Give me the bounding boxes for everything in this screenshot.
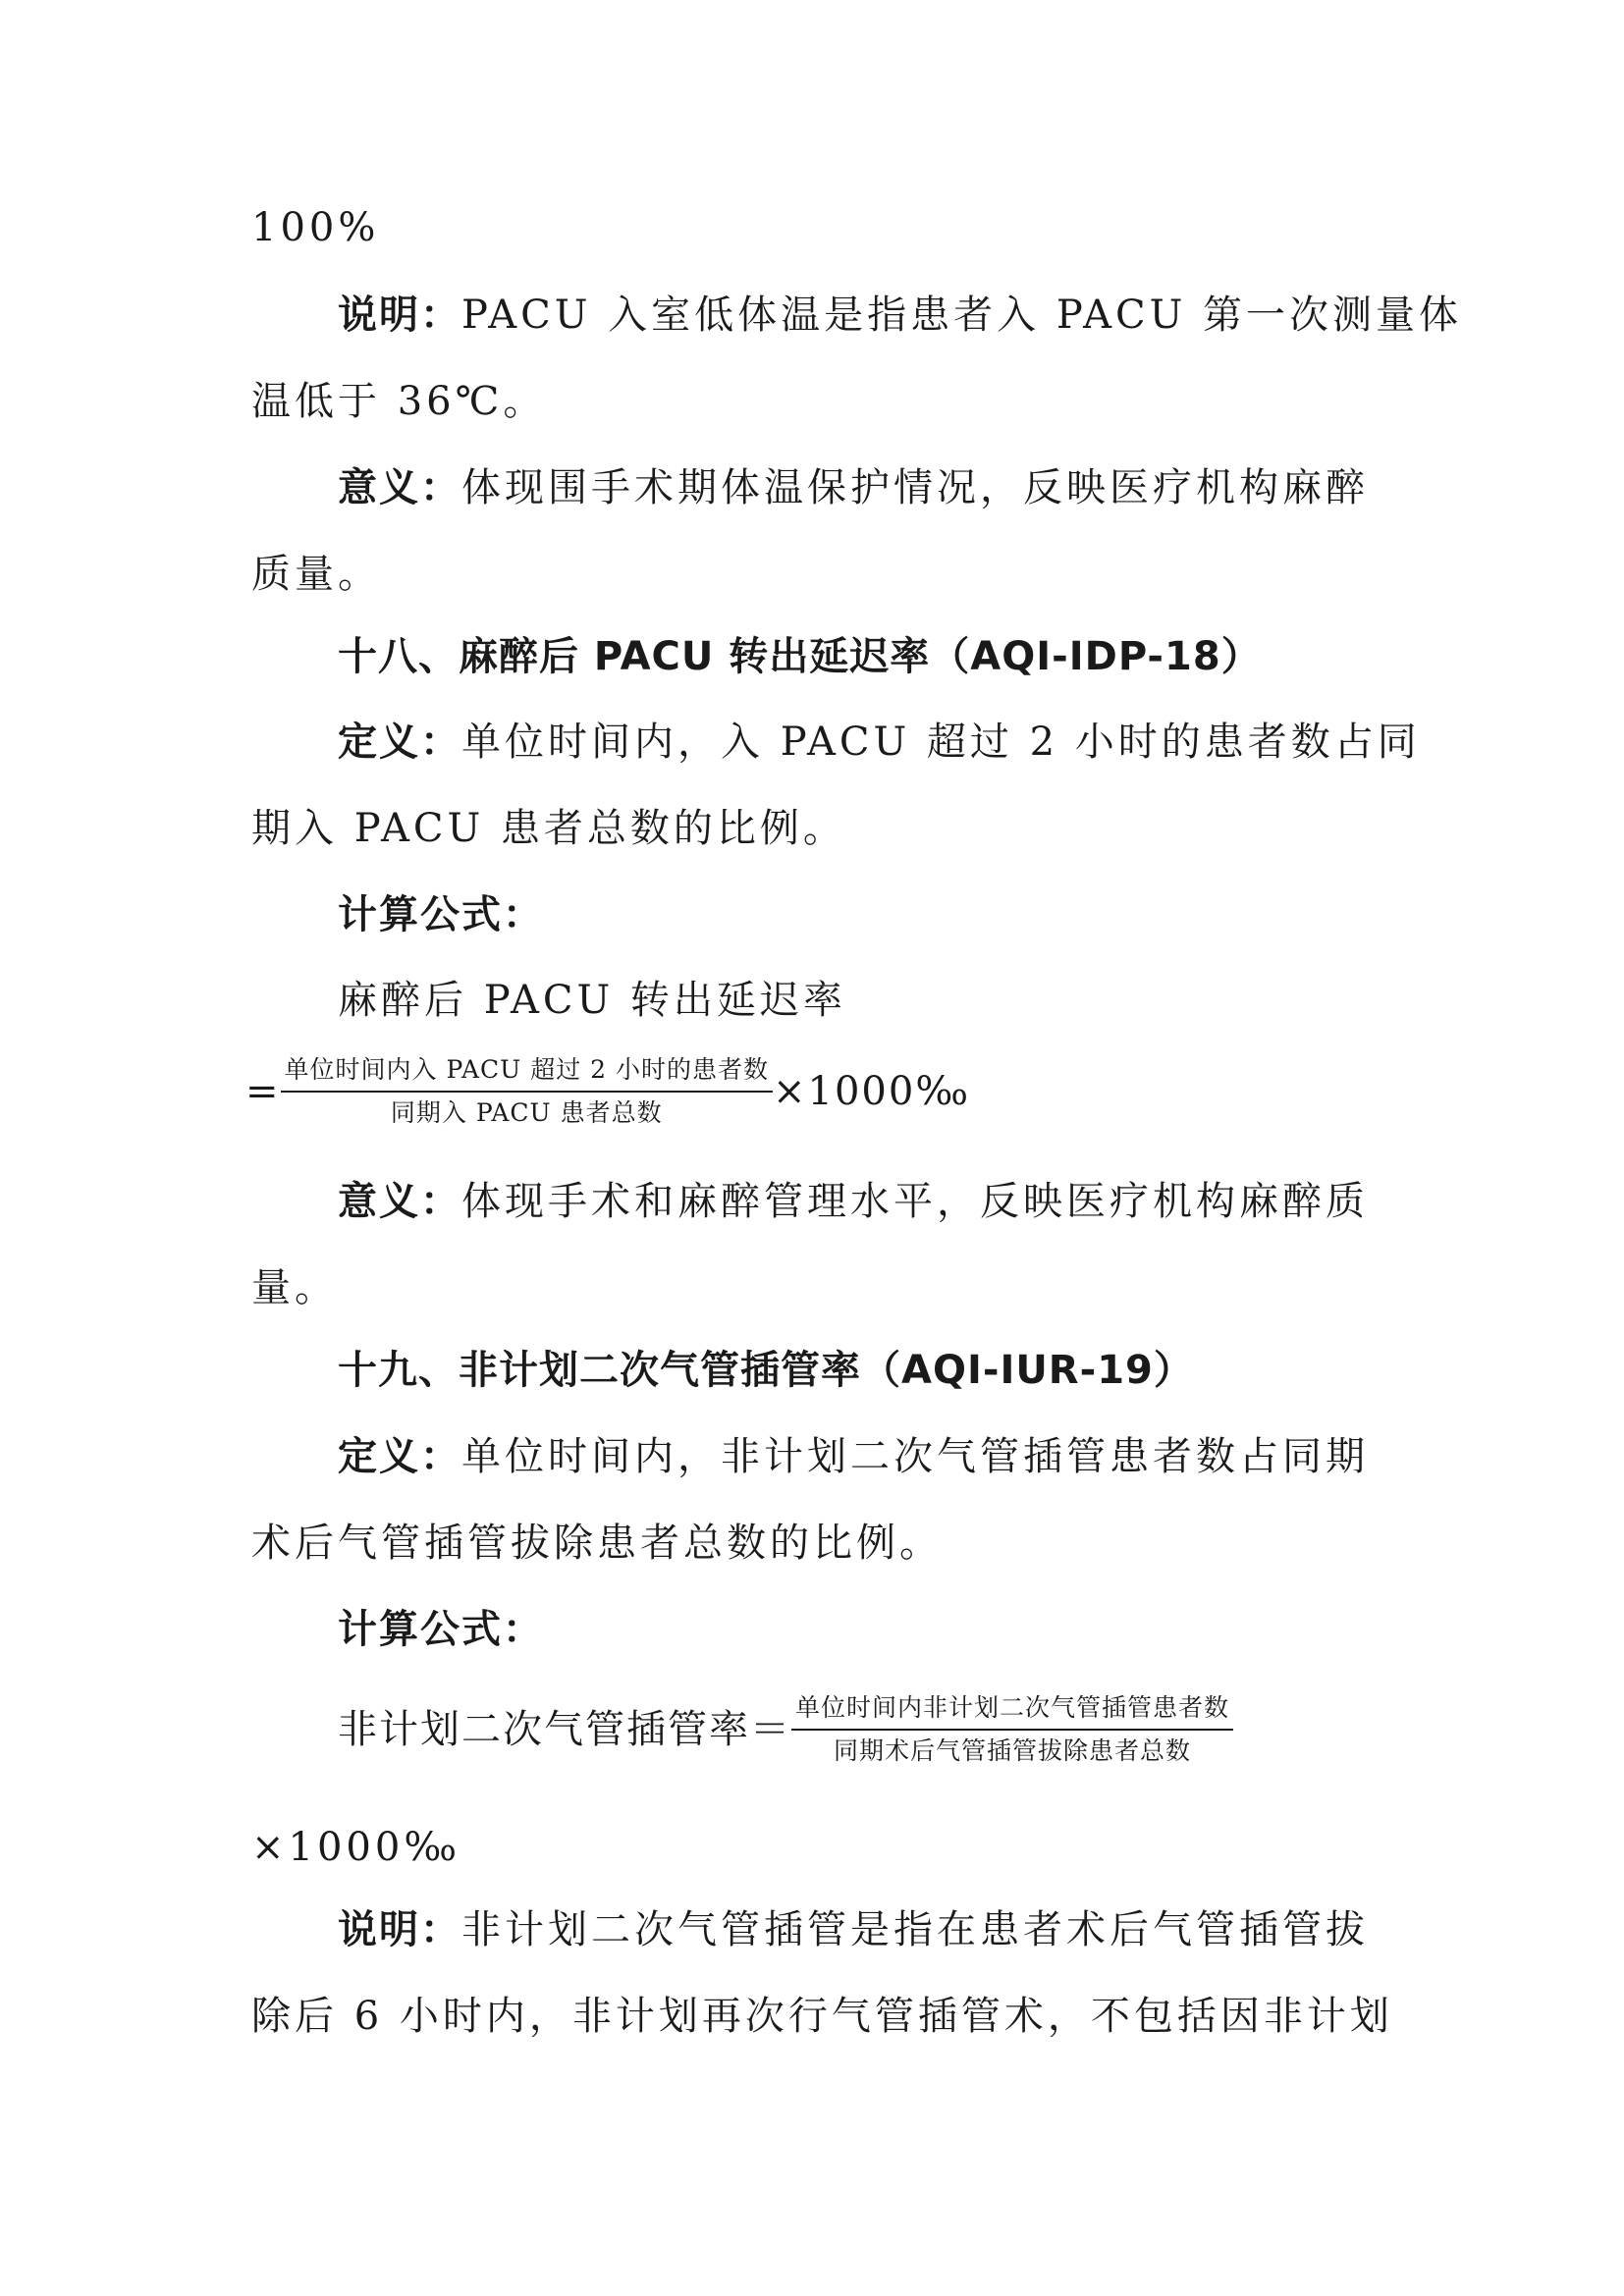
fraction-numerator: 单位时间内入 PACU 超过 2 小时的患者数 <box>281 1052 773 1093</box>
definition-text: 单位时间内，非计划二次气管插管患者数占同期 <box>461 1434 1369 1479</box>
formula-18 <box>245 1052 1384 1131</box>
note-label: 说明： <box>338 293 461 338</box>
formula-label: 计算公式： <box>338 892 544 937</box>
paragraph-note <box>338 290 1477 341</box>
fraction-denominator: 同期术后气管插管拔除患者总数 <box>834 1736 1192 1765</box>
body-text: 术后气管插管拔除患者总数的比例。 <box>251 1521 943 1566</box>
formula-label: 计算公式： <box>338 1607 544 1652</box>
body-line <box>251 549 1390 600</box>
paragraph-formula-label <box>338 1604 1477 1655</box>
fraction-denominator: 同期入 PACU 患者总数 <box>390 1098 663 1127</box>
body-line <box>251 1991 1393 2042</box>
paragraph-definition <box>338 1431 1477 1482</box>
significance-text: 体现手术和麻醉管理水平，反映医疗机构麻醉质 <box>461 1179 1369 1224</box>
note-text: PACU 入室低体温是指患者入 PACU 第一次测量体 <box>461 293 1463 338</box>
definition-label: 定义： <box>338 1434 461 1479</box>
formula-19 <box>338 1690 1477 1769</box>
multiplier: ×1000‰ <box>773 1069 970 1114</box>
paragraph-definition <box>338 717 1477 768</box>
fraction-numerator: 单位时间内非计划二次气管插管患者数 <box>791 1690 1233 1731</box>
body-text: 量。 <box>251 1265 338 1310</box>
body-line <box>251 1518 1390 1569</box>
equals-sign: = <box>245 1069 281 1114</box>
body-line <box>251 202 1390 253</box>
formula-lhs: 非计划二次气管插管率＝ <box>338 1707 791 1752</box>
body-line <box>251 1262 1390 1313</box>
fraction <box>791 1690 1233 1769</box>
body-text: 期入 PACU 患者总数的比例。 <box>251 806 846 851</box>
note-label: 说明： <box>338 1907 461 1952</box>
body-text: 除后 6 小时内，非计划再次行气管插管术，不包括因非计划 <box>251 1994 1393 2039</box>
body-text: 温低于 36℃。 <box>251 379 547 424</box>
section-heading-18: 十八、麻醉后 PACU 转出延迟率（AQI-IDP-18） <box>338 634 1262 679</box>
section-heading-19: 十九、非计划二次气管插管率（AQI-IUR-19） <box>338 1348 1194 1393</box>
fraction <box>281 1052 773 1131</box>
body-text: 质量。 <box>251 552 381 597</box>
definition-label: 定义： <box>338 720 461 765</box>
significance-label: 意义： <box>338 465 461 510</box>
significance-text: 体现围手术期体温保护情况，反映医疗机构麻醉 <box>461 465 1369 510</box>
body-text: 100% <box>251 205 380 250</box>
formula-name-text: 麻醉后 PACU 转出延迟率 <box>338 978 846 1023</box>
note-text: 非计划二次气管插管是指在患者术后气管插管拔 <box>461 1907 1369 1952</box>
body-text: ×1000‰ <box>251 1825 460 1870</box>
body-line <box>251 1822 1390 1873</box>
paragraph-significance <box>338 462 1477 513</box>
formula-name <box>338 975 1477 1026</box>
body-line <box>251 803 1390 854</box>
paragraph-note <box>338 1904 1477 1955</box>
significance-label: 意义： <box>338 1179 461 1224</box>
paragraph-significance <box>338 1176 1477 1227</box>
definition-text: 单位时间内，入 PACU 超过 2 小时的患者数占同 <box>461 720 1421 765</box>
body-line <box>251 376 1390 427</box>
paragraph-formula-label <box>338 889 1477 940</box>
